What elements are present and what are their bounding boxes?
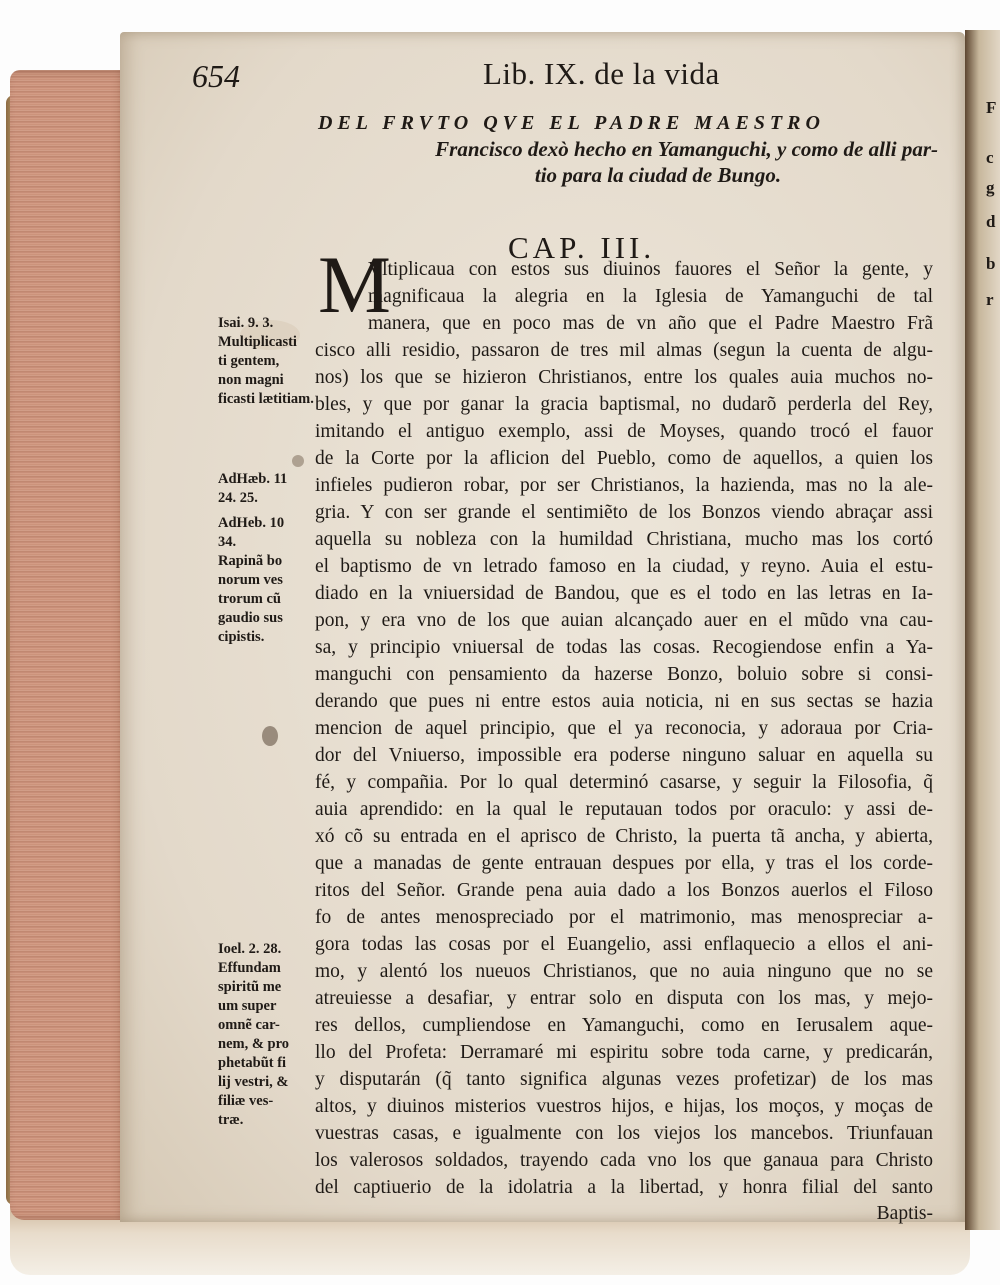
- body-line: infieles pudieron robar, por ser Christianos, la hazienda, mas no la ale-: [315, 475, 933, 496]
- body-line: imitando el antiguo exemplo, assi de Moyses, quando trocó el fauor: [315, 421, 933, 442]
- paper-stain: [262, 726, 278, 746]
- body-line: aquella su nobleza con la humildad Christiana, mucho mas los cortó: [315, 529, 933, 550]
- body-line: manera, que en poco mas de vn año que el Padre Maestro Frã: [368, 313, 933, 334]
- body-line: cisco alli residio, passaron de tres mil almas (segun la cuenta de algu-: [315, 340, 933, 361]
- body-line: Vltiplicaua con estos sus diuinos fauores el Señor la gente, y: [368, 259, 933, 280]
- margin-note-line: phetabũt fi: [218, 1055, 287, 1071]
- margin-note-line: AdHeb. 10: [218, 515, 285, 531]
- facing-page: [965, 30, 1000, 1230]
- body-line: que a manadas de gente entrauan despues por ella, y tras el los corde-: [315, 853, 933, 874]
- body-line: gora todas las cosas por el Euangelio, assi enflaquecio a ellos el ani-: [315, 934, 933, 955]
- chapter-title-line: Francisco dexò hecho en Yamanguchi, y como de alli par-: [435, 137, 938, 161]
- margin-note-line: AdHæb. 11: [218, 471, 288, 487]
- body-line: nos) los que se hizieron Christianos, entre los quales auia muchos no-: [315, 367, 933, 388]
- chapter-title-line: DEL FRVTO QVE EL PADRE MAESTRO: [318, 112, 825, 134]
- facing-page-glyph: c: [986, 148, 994, 167]
- chapter-title: [318, 110, 938, 188]
- running-head: Lib. IX. de la vida: [483, 56, 720, 91]
- body-line: manguchi con pensamiento da hazerse Bonzo, boluio sobre si consi-: [315, 664, 933, 685]
- margin-note-line: gaudio sus: [218, 610, 283, 626]
- margin-note-line: Ioel. 2. 28.: [218, 941, 282, 957]
- facing-page-glyph: b: [986, 254, 996, 273]
- margin-note-line: cipistis.: [218, 629, 265, 645]
- body-line: magnificaua la alegria en la Iglesia de Yamanguchi de tal: [368, 286, 933, 307]
- facing-page-glyph: g: [986, 178, 995, 197]
- margin-note-line: 34.: [218, 534, 237, 550]
- margin-note-line: 24. 25.: [218, 490, 258, 506]
- page-edges: [10, 70, 128, 1220]
- margin-note-line: nem, & pro: [218, 1036, 290, 1052]
- body-line: vuestras casas, e igualmente con los viejos los mancebos. Triunfauan: [315, 1123, 933, 1144]
- body-line: atreuiesse a desafiar, y entrar solo en disputa con los mas, y mejo-: [315, 988, 933, 1009]
- margin-note: [218, 940, 289, 1130]
- body-line: del captiuerio de la idolatria a la libertad, y honra filial del santo: [315, 1177, 933, 1198]
- body-line: ritos del Señor. Grande pena auia dado a los Bonzos auerlos el Filoso: [315, 880, 933, 901]
- body-line: fé, y compañia. Por lo qual determinó casarse, y seguir la Filosofia, q̃: [315, 772, 933, 793]
- margin-note-line: Multiplicasti: [218, 334, 297, 350]
- margin-note-line: um super: [218, 998, 277, 1014]
- margin-note-line: ti gentem,: [218, 353, 280, 369]
- body-line: gria. Y con ser grande el sentimiẽto de los Bonzos viendo abraçar assi: [315, 502, 933, 523]
- page-number: 654: [192, 58, 240, 94]
- drop-cap: M: [318, 239, 391, 330]
- facing-page-glyph: F: [986, 98, 997, 117]
- catchword: Baptis-: [876, 1203, 933, 1224]
- body-line: mo, y alentó los nueuos Christianos, que no auia ninguno que no se: [315, 961, 933, 982]
- paper-stain: [292, 455, 304, 467]
- margin-note-line: non magni: [218, 372, 284, 388]
- margin-note-line: lij vestri, &: [218, 1074, 289, 1090]
- body-line: pon, y era vno de los que auian alcançado auer en el mũdo vna cau-: [315, 610, 933, 631]
- chapter-title-line: tio para la ciudad de Bungo.: [534, 163, 782, 187]
- body-line: y disputarán (q̃ tanto significa algunas vezes profetizar) de los mas: [315, 1069, 933, 1090]
- margin-note-line: Isai. 9. 3.: [218, 315, 274, 331]
- margin-note-line: Rapinã bo: [218, 553, 283, 569]
- body-line: auia aprendido: en la qual le reputauan todos por oraculo: y assi de-: [315, 799, 933, 820]
- body-line: bles, y que por ganar la gracia baptismal, no dudarõ perderla del Rey,: [315, 394, 933, 415]
- body-line: res dellos, cumpliendose en Yamanguchi, como en Ierusalem aque-: [315, 1015, 933, 1036]
- body-line: los valerosos soldados, trayendo cada vno los que ganaua para Christo: [315, 1150, 933, 1171]
- margin-note-line: spiritũ me: [218, 979, 282, 995]
- body-line: sa, y principio vniuersal de todas las cosas. Recogiendose enfin a Ya-: [315, 637, 933, 658]
- margin-note: [218, 314, 314, 409]
- body-line: mencion de aquel principio, que el ya reconocia, y adoraua por Cria-: [315, 718, 933, 739]
- body-line: llo del Profeta: Derramaré mi espiritu sobre toda carne, y predicarán,: [315, 1042, 933, 1063]
- body-line: fo de antes menospreciado por el matrimonio, mas menospreciar a-: [315, 907, 933, 928]
- body-line: derando que pues ni entre estos auia noticia, ni en sus sectas se hazia: [315, 691, 933, 712]
- body-line: xó cõ su entrada en el aprisco de Christo, la puerta tã ancha, y abierta,: [315, 826, 933, 847]
- margin-note-line: ficasti lætitiam.: [218, 391, 314, 407]
- body-line: altos, y diuinos misterios vuestros hijos, e hijas, los moços, y moças de: [315, 1096, 933, 1117]
- chapter-heading: CAP. III.: [508, 230, 656, 265]
- margin-note-line: trorum cũ: [218, 591, 281, 607]
- margin-note: [218, 514, 284, 647]
- margin-note-line: Effundam: [218, 960, 281, 976]
- margin-note-line: træ.: [218, 1112, 244, 1128]
- margin-note: [218, 470, 287, 508]
- margin-note-line: norum ves: [218, 572, 283, 588]
- margin-note-line: omnẽ car-: [218, 1017, 280, 1033]
- facing-page-glyph: d: [986, 212, 996, 231]
- facing-page-glyph: r: [986, 290, 994, 309]
- body-line: de la Corte por la aflicion del Pueblo, como de aquellos, a quien los: [315, 448, 933, 469]
- body-line: dor del Vniuerso, impossible era poderse ninguno saluar en aquella su: [315, 745, 933, 766]
- body-line: el baptismo de vn letrado famoso en la ciudad, y reyno. Auia el estu-: [315, 556, 933, 577]
- margin-note-line: filiæ ves-: [218, 1093, 274, 1109]
- body-line: diado en la vniuersidad de Bandou, que es el todo en las letras en Ia-: [315, 583, 933, 604]
